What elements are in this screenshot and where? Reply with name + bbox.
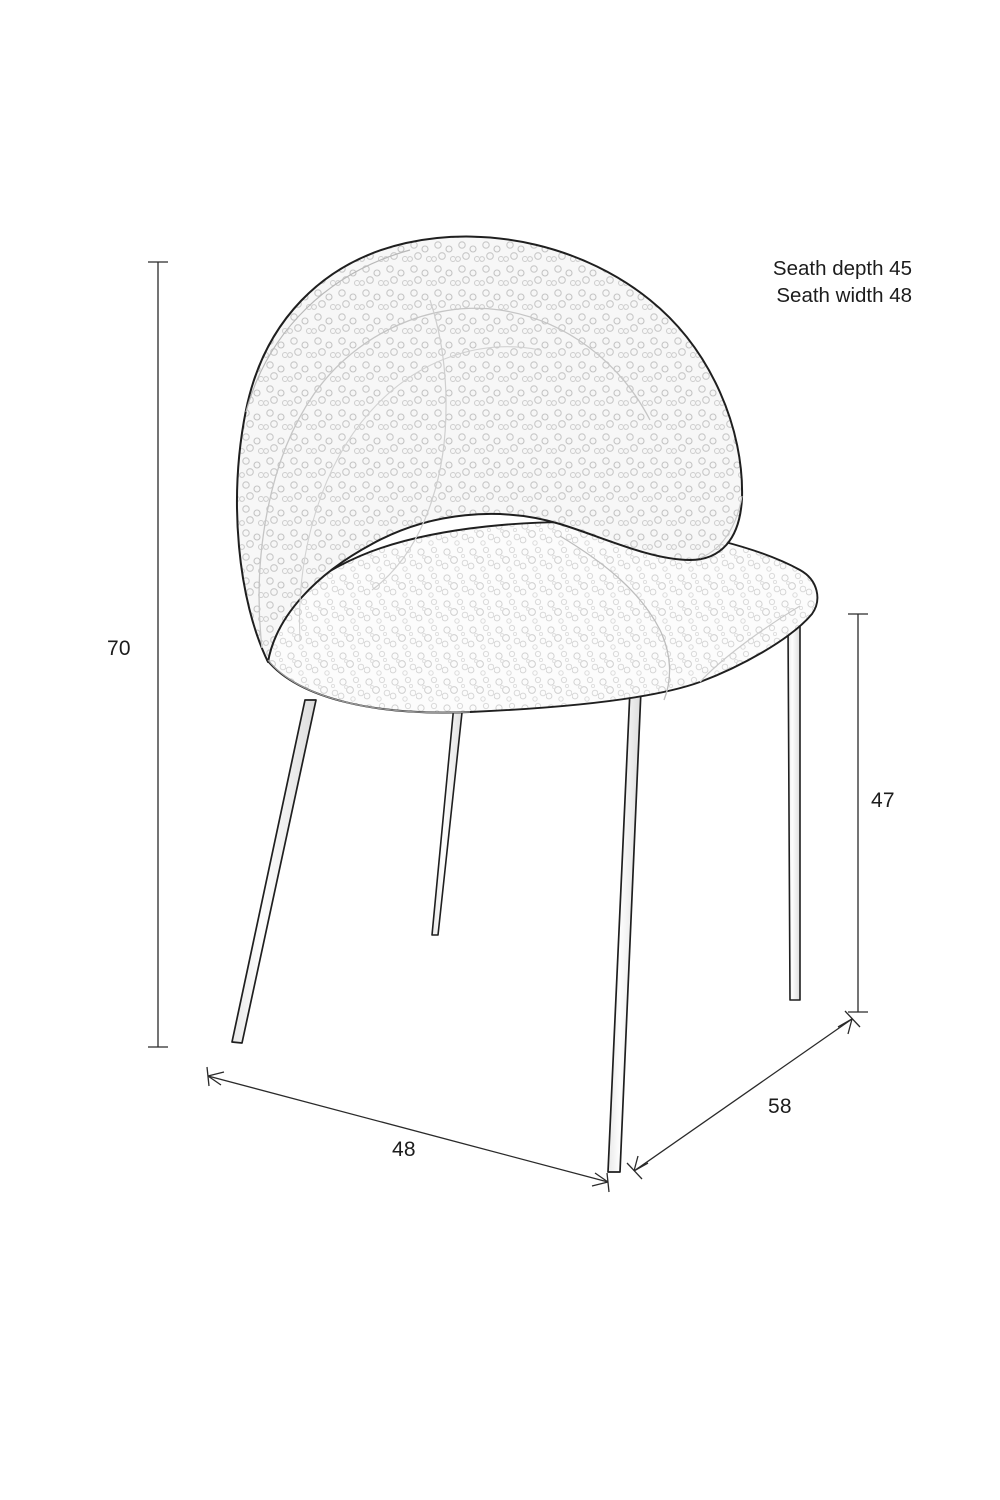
overall-depth-label: 58	[768, 1095, 792, 1118]
seat-width-note: Seath width 48	[776, 284, 912, 307]
chair-leg-front-right	[608, 690, 641, 1172]
seat-height-label: 47	[871, 789, 895, 812]
overall-width-label: 48	[392, 1138, 416, 1161]
chair-leg-rear-right	[788, 622, 800, 1000]
chair-leg-rear-left	[432, 694, 464, 935]
dimension-seat-height-47	[848, 614, 868, 1012]
seat-notes	[773, 255, 912, 309]
overall-height-label: 70	[107, 637, 131, 660]
chair-leg-front-left	[232, 700, 316, 1043]
seat-depth-note: Seath depth 45	[772, 257, 912, 280]
dimension-depth-58	[627, 1011, 860, 1179]
dimension-height-70	[148, 262, 168, 1047]
chair-illustration	[232, 237, 817, 1172]
dimension-width-48	[207, 1067, 609, 1192]
